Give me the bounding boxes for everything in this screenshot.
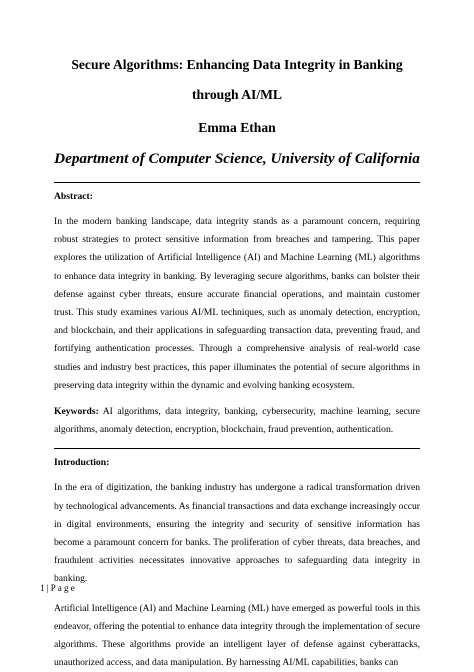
paper-title: Secure Algorithms: Enhancing Data Integrity in Banking through AI/ML: [71, 57, 403, 102]
section-divider: [54, 448, 420, 449]
affiliation: Department of Computer Science, University of California: [54, 150, 420, 167]
introduction-heading: Introduction:: [54, 457, 110, 469]
section-divider: [54, 182, 420, 183]
intro-paragraph-2: Artificial Intelligence (AI) and Machine Learning (ML) have emerged as powerful tools in this endeavor, offering the potential to enhance data integrity through the implementation of secure algorithms. These algorithms provide an intelligent layer of defense against cyberattacks, unauthorized access, and data manipulation. By harnessing AI/ML capabilities, banks can: [54, 602, 420, 669]
abstract-text: In the modern banking landscape, data integrity stands as a paramount concern, requiring robust strategies to protect sensitive information from breaches and tampering. This paper explores the utilization of Artificial Intelligence (AI) and Machine Learning (ML) algorithms to enhance data integrity in banking. By leveraging secure algorithms, banks can bolster their defense against cyber threats, ensure accurate financial operations, and maintain customer trust. This study examines various AI/ML techniques, such as anomaly detection, encryption, and blockchain, and their applications in safeguarding transaction data, preventing fraud, and fortifying authentication processes. Through a comprehensive analysis of real-world case studies and industry best practices, this paper illuminates the potential of secure algorithms in preserving data integrity within the dynamic and evolving banking ecosystem.: [54, 216, 420, 391]
author-name: Emma Ethan: [198, 120, 276, 135]
page-footer: 1 | P a g e: [40, 583, 75, 593]
keywords-label: Keywords:: [54, 406, 99, 418]
intro-paragraph-1: In the era of digitization, the banking industry has undergone a radical transformation driven by technological advancements. As financial transactions and data exchange increasingly occur in digital environments, ensuring the integrity and security of sensitive information has become a paramount concern for banks. The proliferation of cyber threats, data breaches, and fraudulent activities necessitates innovative approaches to safeguarding data integrity in banking.: [54, 482, 420, 585]
keywords-text: AI algorithms, data integrity, banking, cybersecurity, machine learning, secure algorithms, anomaly detection, encryption, blockchain, fraud prevention, authentication.: [54, 406, 421, 436]
abstract-heading: Abstract:: [54, 191, 93, 202]
keywords-line: [54, 403, 420, 439]
